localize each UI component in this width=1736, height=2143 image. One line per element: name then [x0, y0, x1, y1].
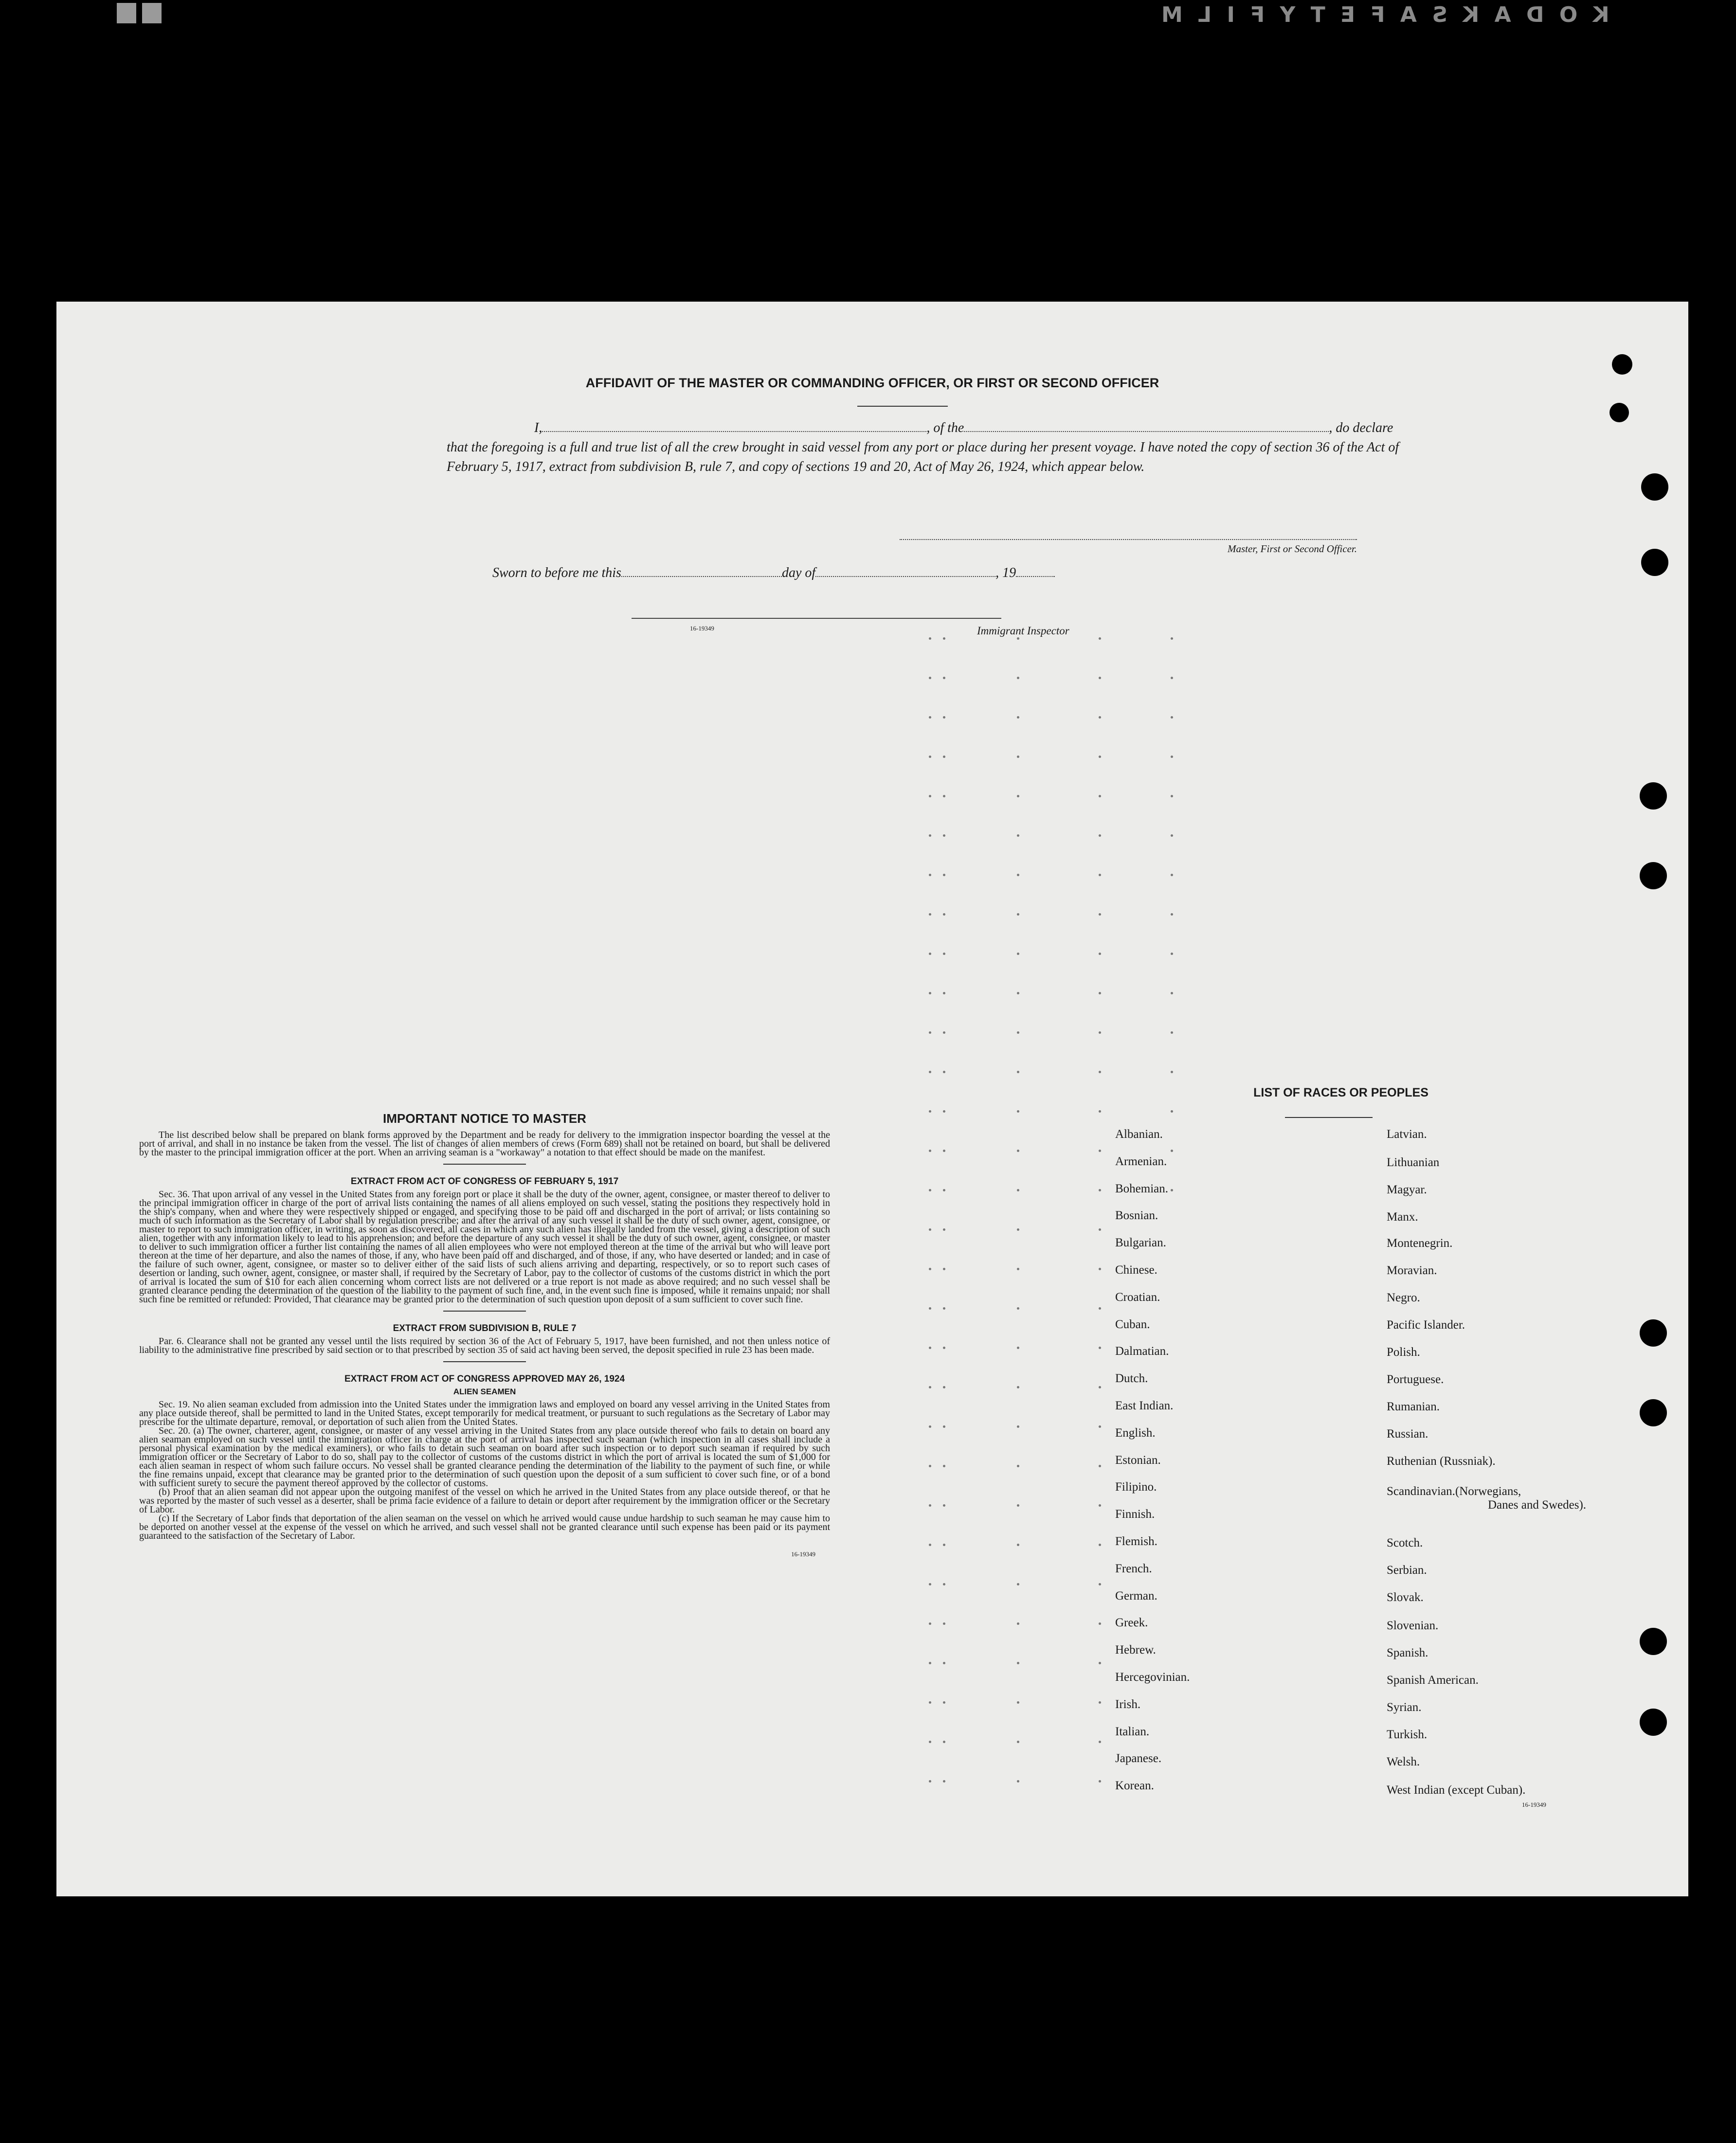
ruling-dot [1017, 992, 1019, 994]
ruling-dot [1099, 756, 1101, 758]
sec19-text: Sec. 19. No alien seaman excluded from admission into the United States under the immigration laws and employed on board any vessel arriving in the United States from any place outside thereof, shall be permitted to land in the United States, except temporarily for medical treatment, or pursuant to such regulations as the Secretary of Labor may prescribe for the ultimate departure, removal, or deportation of such alien from the United States. [139, 1399, 830, 1427]
ruling-dot [1017, 1622, 1019, 1625]
race-item: Estonian. [1115, 1453, 1161, 1467]
ruling-dot [1099, 1228, 1101, 1231]
ruling-dot [943, 1150, 945, 1152]
ruling-dot [1171, 1189, 1173, 1191]
race-item: Italian. [1115, 1725, 1150, 1738]
vessel-field[interactable] [964, 431, 1329, 432]
races-title: LIST OF RACES OR PEOPLES [1253, 1086, 1429, 1099]
ruling-dot [1017, 1741, 1019, 1743]
race-item: Serbian. [1387, 1564, 1427, 1577]
ruling-dot [1017, 1071, 1019, 1073]
ruling-dot [1099, 913, 1101, 916]
ruling-dot [1171, 795, 1173, 797]
ruling-dot [1017, 1544, 1019, 1546]
notice-section [139, 1111, 830, 1559]
ruling-dot [929, 637, 931, 640]
race-item: Korean. [1115, 1779, 1154, 1793]
ruling-dot [1099, 1504, 1101, 1507]
ruling-dot [1099, 1347, 1101, 1349]
race-item: Dalmatian. [1115, 1345, 1169, 1358]
ruling-dot [1017, 1189, 1019, 1191]
extract3-subtitle: ALIEN SEAMEN [453, 1387, 516, 1396]
race-item: East Indian. [1115, 1399, 1174, 1412]
ruling-dot [1171, 913, 1173, 916]
race-item: Dutch. [1115, 1372, 1148, 1386]
ruling-dot [929, 834, 931, 837]
sec20a-text: Sec. 20. (a) The owner, charterer, agent, consignee, or master of any vessel arriving in the United States from any place outside thereof who fails to detain on board any alien seaman employed on such vessel until the immigration officer in charge at the port of arrival has inspected such seaman (which inspection in all cases shall include a personal physical examination by the medical examiners), or who fails to detain such seaman on board after such inspection or to deport such seaman if required by such immigration officer or the Secretary of Labor to do so, shall pay to the collector of customs of the customs district in which the port of arrival is located the sum of $1,000 for each alien seaman in respect of whom such failure occurs. No vessel shall be granted clearance pending the determination of the liability to the payment of such fine, or while the fine remains unpaid, except that clearance may be granted prior to the determination of such question upon the deposit of a sum sufficient to cover such fine, or of a bond with sufficient surety to secure the payment thereof approved by the collector of customs. [139, 1425, 830, 1489]
i-label: I, [534, 420, 542, 435]
extract3-title: EXTRACT FROM ACT OF CONGRESS APPROVED MAY 26, 1924 [344, 1374, 625, 1384]
ruling-dot [943, 677, 945, 679]
race-item: Croatian. [1115, 1290, 1160, 1304]
ruling-dot [929, 1347, 931, 1349]
sworn-day-field[interactable] [621, 576, 782, 577]
ruling-dot [1017, 913, 1019, 916]
race-item: West Indian (except Cuban). [1387, 1783, 1526, 1797]
ruling-dot [1099, 1307, 1101, 1310]
ruling-dot [1171, 874, 1173, 876]
ruling-dot [943, 1228, 945, 1231]
race-item: Slovak. [1387, 1591, 1424, 1604]
ruling-dot [929, 1701, 931, 1704]
ruling-dot [1099, 953, 1101, 955]
ruling-dot [1017, 1662, 1019, 1664]
race-item: English. [1115, 1426, 1156, 1440]
ruling-dot [1099, 795, 1101, 797]
ruling-dot [929, 1622, 931, 1625]
ruling-dot [1017, 1347, 1019, 1349]
ruling-dot [1017, 1504, 1019, 1507]
ruling-dot [1099, 834, 1101, 837]
ruling-dot [1099, 874, 1101, 876]
race-item: Armenian. [1115, 1154, 1167, 1168]
race-item: Spanish. [1387, 1646, 1429, 1659]
race-item: Chinese. [1115, 1263, 1157, 1277]
race-item: Cuban. [1115, 1317, 1150, 1331]
ruling-dot [929, 992, 931, 994]
sworn-month-field[interactable] [815, 576, 995, 577]
ruling-dot [943, 1347, 945, 1349]
affidavit-declaration: that the foregoing is a full and true list of all the crew brought in said vessel from any port or place during her present voyage. I have noted the copy of section 36 of the Act of February 5, 1917, extract from subdivision B, rule 7, and copy of sections 19 and 20, Act of May 26, 1924, which appear below. [447, 440, 1399, 474]
ruling-dot [943, 1622, 945, 1625]
punch-hole [1641, 549, 1668, 576]
ruling-dot [929, 1268, 931, 1270]
ruling-dot [1171, 1150, 1173, 1152]
title-rule [857, 406, 948, 407]
ruling-dot [929, 1031, 931, 1034]
notice-title: IMPORTANT NOTICE TO MASTER [383, 1111, 586, 1126]
ruling-dot [929, 874, 931, 876]
ruling-dot [1017, 1583, 1019, 1585]
ruling-dot [1017, 795, 1019, 797]
ruling-dot [943, 1504, 945, 1507]
race-item: Scandinavian.(Norwegians, [1387, 1485, 1521, 1498]
ruling-dot [1017, 1110, 1019, 1113]
ruling-dot [1099, 677, 1101, 679]
ruling-dot [929, 1544, 931, 1546]
race-item: Negro. [1387, 1291, 1420, 1304]
races-title-rule [1285, 1117, 1373, 1118]
extract1-title: EXTRACT FROM ACT OF CONGRESS OF FEBRUARY 5, 1917 [350, 1176, 619, 1187]
ruling-dot [943, 1425, 945, 1428]
race-item: Bulgarian. [1115, 1236, 1166, 1250]
extract2-title: EXTRACT FROM SUBDIVISION B, RULE 7 [393, 1323, 577, 1333]
ruling-dot [1017, 1701, 1019, 1704]
ruling-dot [929, 677, 931, 679]
ruling-dot [1099, 637, 1101, 640]
punch-hole [1609, 403, 1629, 422]
race-item: Polish. [1387, 1346, 1420, 1359]
ruling-dot [1099, 1780, 1101, 1783]
signature-line[interactable] [900, 539, 1357, 540]
ruling-dot [943, 716, 945, 719]
ruling-dot [1171, 756, 1173, 758]
race-item: Albanian. [1115, 1128, 1163, 1141]
ruling-dot [943, 756, 945, 758]
ruling-dot [943, 1307, 945, 1310]
race-item: Manx. [1387, 1210, 1418, 1224]
race-item: Hebrew. [1115, 1643, 1156, 1657]
ruling-dot [929, 756, 931, 758]
ruling-dot [1017, 874, 1019, 876]
film-edge-blocks [117, 3, 162, 23]
ruling-dot [1017, 1307, 1019, 1310]
ruling-dot [943, 1465, 945, 1467]
notice-text: The list described below shall be prepared on blank forms approved by the Department and be ready for delivery to the immigration inspector boarding the vessel at the port of arrival, and shall in no instance be taken from the vessel. The list of changes of alien members of crews (Form 689) shall not be retained on board, but shall be delivered by the master to the principal immigration officer at the port. When an arriving seaman is a "workaway" a notation to that effect should be made on the manifest. [139, 1130, 830, 1158]
ruling-dot [929, 1150, 931, 1152]
ruling-dot [1171, 953, 1173, 955]
punch-hole [1612, 354, 1632, 375]
section-rule [443, 1164, 526, 1165]
ruling-dot [929, 913, 931, 916]
ruling-dot [943, 1780, 945, 1783]
ruling-dot [929, 1386, 931, 1388]
race-item: Japanese. [1115, 1752, 1162, 1765]
punch-hole [1640, 782, 1667, 810]
ruling-dot [929, 1504, 931, 1507]
ruling-dot [1099, 1150, 1101, 1152]
sworn-year-field[interactable] [1016, 576, 1055, 577]
sworn-line [492, 565, 1055, 581]
ruling-dot [1017, 953, 1019, 955]
race-item: Greek. [1115, 1616, 1148, 1630]
ruling-dot [1171, 716, 1173, 719]
race-item: Russian. [1387, 1427, 1429, 1441]
ruling-dot [1171, 992, 1173, 994]
ruling-dot [929, 716, 931, 719]
ruling-dot [1099, 1622, 1101, 1625]
extract1-text: Sec. 36. That upon arrival of any vessel in the United States from any foreign port or place it shall be the duty of the owner, agent, consignee, or master thereof to deliver to the principal immigration officer in charge of the port of arrival lists containing the names of all aliens employed on such vessel, stating the positions they respectively hold in the ship's company, when and where they were respectively shipped or engaged, and specifying those to be paid off and discharged in the port of arrival; or lists containing so much of such information as the Secretary of Labor shall by regulation prescribe; and after the arrival of any such vessel it shall be the duty of such owner, agent, consignee, or master to report to such immigration officer, in writing, as soon as discovered, all cases in which any such alien has illegally landed from the vessel, giving a description of such alien, together with any information likely to lead to his apprehension; and before the departure of any such vessel it shall be the duty of such owner, agent, consignee, or master to deliver to such immigration officer a further list containing the names of all alien employees who were not employed thereon at the time of the arrival but who will leave port thereon at the time of her departure, and also the names of those, if any, who have been paid off and discharged, and of those, if any, who have deserted or landed; and in case of the failure of such owner, agent, consignee, or master so to deliver either of the said lists of such aliens arriving and departing, respectively, or so to report such cases of desertion or landing, such owner, agent, consignee, or master shall, if required by the Secretary of Labor, pay to the collector of customs of the customs district in which the port of arrival is located the sum of $10 for each alien concerning whom correct lists are not delivered or a true report is not made as above required; and no such vessel shall be granted clearance pending the determination of the question of the liability to the payment of such fine, and, in the event such fine is imposed, while it remains unpaid; nor shall such fine be remitted or refunded: Provided, That clearance may be granted prior to the determination of such question upon deposit of a sum sufficient to cover such fine. [139, 1189, 830, 1305]
inspector-signature-line[interactable] [632, 618, 1001, 619]
sec20c-text: (c) If the Secretary of Labor finds that deportation of the alien seaman on the vessel on which he arrived would cause undue hardship to such seaman he may cause him to be deported on another vessel at the expense of the vessel on which he arrived, and such vessel shall not be granted clearance until such expense has been paid or its payment guaranteed to the satisfaction of the Secretary of Labor. [139, 1513, 830, 1541]
document-page [56, 302, 1688, 1896]
ruling-dot [1017, 834, 1019, 837]
ruling-dot [1171, 834, 1173, 837]
section-rule [443, 1311, 526, 1312]
race-item: Ruthenian (Russniak). [1387, 1455, 1496, 1468]
ruling-dot [929, 1307, 931, 1310]
punch-hole [1640, 1709, 1667, 1736]
do-declare-label: , do declare [1329, 420, 1393, 435]
ruling-dot [1171, 677, 1173, 679]
ruling-dot [943, 1583, 945, 1585]
race-item: Bohemian. [1115, 1182, 1169, 1195]
ruling-dot [1017, 1465, 1019, 1467]
ruling-dot [943, 1701, 945, 1704]
affidavit-title: AFFIDAVIT OF THE MASTER OR COMMANDING OFFICER, OR FIRST OR SECOND OFFICER [585, 376, 1159, 390]
ruling-dot [929, 1583, 931, 1585]
of-the-label: , of the [926, 420, 964, 435]
ruling-dot [929, 1662, 931, 1664]
race-item: Turkish. [1387, 1728, 1428, 1741]
extract2-text: Par. 6. Clearance shall not be granted any vessel until the lists required by section 36 of the Act of February 5, 1917, have been furnished, and not then unless notice of liability to the administrative fine prescribed by said section or to that prescribed by section 35 of said act having been served, the deposit specified in rule 23 has been made. [139, 1336, 830, 1355]
ruling-dot [1017, 716, 1019, 719]
ruling-dot [943, 913, 945, 916]
sworn-prefix: Sworn to before me this [492, 565, 621, 580]
ruling-dot [1099, 1465, 1101, 1467]
ruling-dot [1099, 1662, 1101, 1664]
ruling-dot [929, 1465, 931, 1467]
ruling-dot [1017, 1268, 1019, 1270]
races-form-number: 16-19349 [1522, 1801, 1546, 1808]
ruling-dot [1099, 1031, 1101, 1034]
ruling-dot [943, 1071, 945, 1073]
ruling-dot [1099, 1071, 1101, 1073]
ruling-dot [943, 795, 945, 797]
day-of-label: day of [781, 565, 816, 580]
film-edge-text: K O D A K S A F E T Y F I L M [1157, 2, 1609, 27]
ruling-dot [1099, 1741, 1101, 1743]
ruling-dot [1171, 637, 1173, 640]
signature-label: Master, First or Second Officer. [1228, 543, 1357, 555]
ruling-dot [943, 1386, 945, 1388]
race-item: Bosnian. [1115, 1209, 1158, 1223]
punch-hole [1641, 473, 1668, 501]
punch-hole [1640, 1319, 1667, 1347]
race-item: Lithuanian [1387, 1156, 1440, 1169]
ruling-dot [943, 1544, 945, 1546]
race-item: Scotch. [1387, 1536, 1423, 1549]
ruling-dot [929, 1780, 931, 1783]
ruling-dot [1099, 1268, 1101, 1270]
race-item: Rumanian. [1387, 1400, 1440, 1413]
ruling-dot [929, 795, 931, 797]
race-item: Spanish American. [1387, 1674, 1479, 1687]
ruling-dot [1017, 1228, 1019, 1231]
race-item: Moravian. [1387, 1264, 1437, 1277]
race-item: French. [1115, 1562, 1152, 1575]
ruling-dot [1017, 1386, 1019, 1388]
ruling-dot [1099, 1386, 1101, 1388]
ruling-dot [929, 1425, 931, 1428]
ruling-dot [1099, 716, 1101, 719]
ruling-dot [929, 1741, 931, 1743]
ruling-dot [929, 1110, 931, 1113]
ruling-dot [1017, 677, 1019, 679]
race-item: Danes and Swedes). [1488, 1498, 1587, 1512]
ruling-dot [1017, 1425, 1019, 1428]
ruling-dot [1099, 1583, 1101, 1585]
ruling-dot [943, 1662, 945, 1664]
race-item: Slovenian. [1387, 1619, 1439, 1632]
ruling-dot [1017, 1031, 1019, 1034]
ruling-dot [1017, 756, 1019, 758]
form-number-top: 16-19349 [690, 625, 714, 632]
race-item: Montenegrin. [1387, 1237, 1453, 1250]
affidavit-body [447, 418, 1415, 477]
ruling-dot [929, 953, 931, 955]
ruling-dot [1099, 1425, 1101, 1428]
ruling-dot [943, 992, 945, 994]
ruling-dot [943, 874, 945, 876]
ruling-dot [943, 1031, 945, 1034]
ruling-dot [1099, 1544, 1101, 1546]
name-field[interactable] [542, 431, 926, 432]
ruling-dot [929, 1071, 931, 1073]
race-item: Filipino. [1115, 1480, 1157, 1494]
sec20b-text: (b) Proof that an alien seaman did not appear upon the outgoing manifest of the vessel on which he arrived in the United States from any place outside thereof, or that he was reported by the master of such vessel as a deserter, shall be prima facie evidence of a failure to detain or deport after requirement by the immigration officer or the Secretary of Labor. [139, 1487, 830, 1515]
race-item: Finnish. [1115, 1508, 1155, 1521]
ruling-dot [1017, 1780, 1019, 1783]
ruling-dot [943, 1110, 945, 1113]
race-item: Irish. [1115, 1697, 1141, 1711]
race-item: Magyar. [1387, 1183, 1427, 1196]
race-item: Pacific Islander. [1387, 1318, 1465, 1332]
ruling-dot [943, 1189, 945, 1191]
race-item: Latvian. [1387, 1128, 1427, 1141]
ruling-dot [1017, 637, 1019, 640]
ruling-dot [929, 1228, 931, 1231]
section-rule [443, 1361, 526, 1362]
ruling-dot [943, 637, 945, 640]
punch-hole [1640, 1628, 1667, 1655]
race-item: Hercegovinian. [1115, 1671, 1190, 1684]
ruling-dot [1171, 1031, 1173, 1034]
race-item: Welsh. [1387, 1755, 1420, 1768]
race-item: Flemish. [1115, 1535, 1157, 1548]
race-item: Syrian. [1387, 1701, 1422, 1714]
notice-form-number: 16-19349 [791, 1550, 815, 1558]
ruling-dot [1099, 1110, 1101, 1113]
ruling-dot [943, 1741, 945, 1743]
ruling-dot [943, 1268, 945, 1270]
punch-hole [1640, 1399, 1667, 1426]
race-item: Portuguese. [1387, 1373, 1444, 1386]
inspector-label: Immigrant Inspector [977, 625, 1069, 637]
punch-hole [1640, 862, 1667, 889]
ruling-dot [1171, 1110, 1173, 1113]
ruling-dot [1099, 992, 1101, 994]
affidavit-first-line [447, 418, 1415, 438]
ruling-dot [943, 834, 945, 837]
ruling-dot [943, 953, 945, 955]
ruling-dot [929, 1189, 931, 1191]
ruling-dot [1171, 1071, 1173, 1073]
race-item: German. [1115, 1589, 1157, 1603]
year-prefix: , 19 [995, 565, 1016, 580]
ruling-dot [1017, 1150, 1019, 1152]
film-edge-marking [0, 0, 1736, 29]
ruling-dot [1099, 1701, 1101, 1704]
ruling-dot [1099, 1189, 1101, 1191]
